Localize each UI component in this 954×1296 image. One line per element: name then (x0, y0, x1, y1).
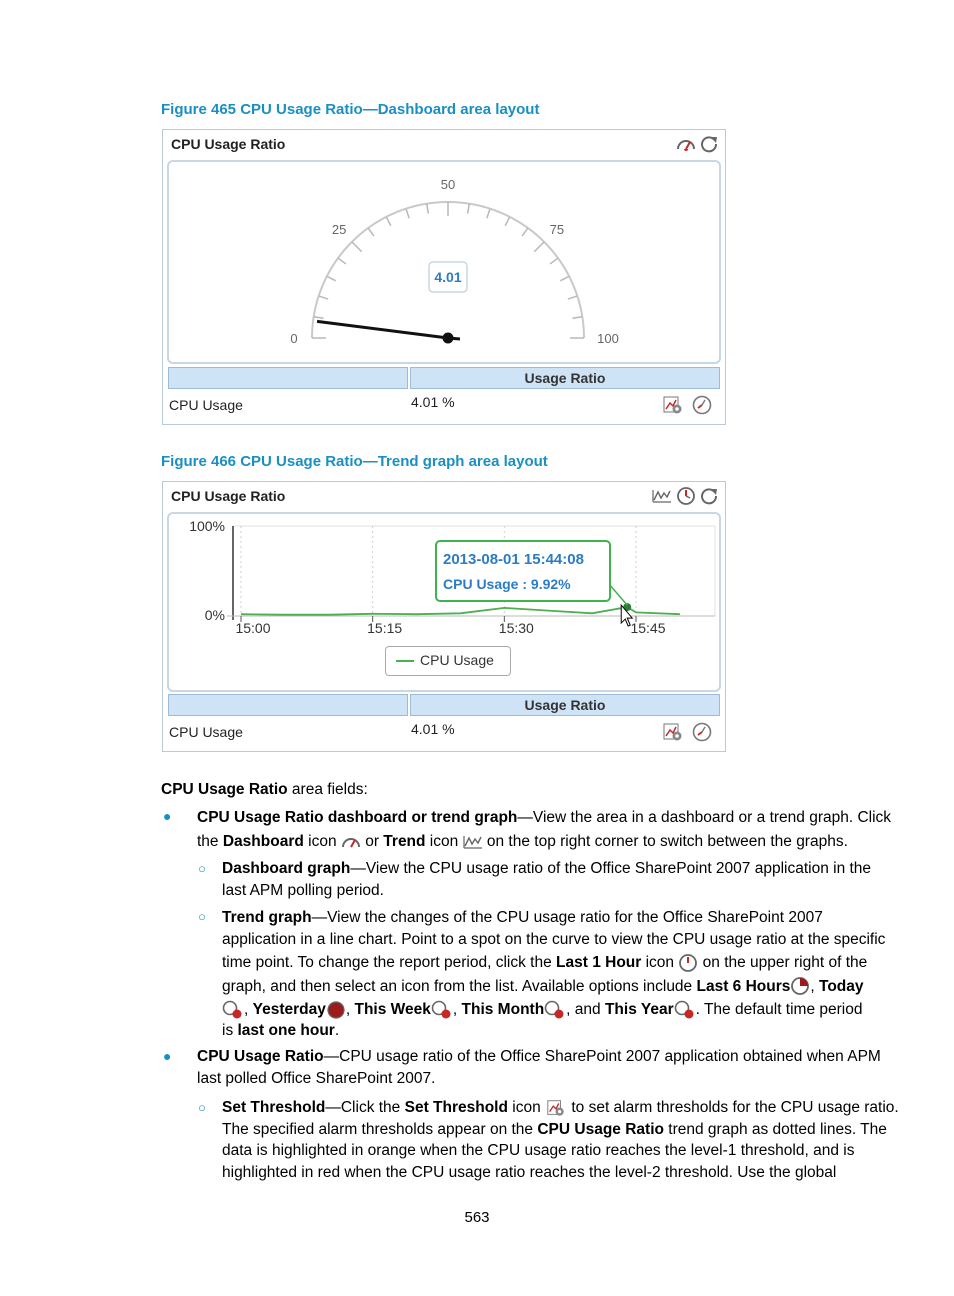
history-icon[interactable] (691, 721, 713, 743)
gauge-tick-label: 25 (331, 222, 347, 238)
gauge-tick-label: 0 (290, 331, 298, 346)
dashboard-panel (162, 129, 726, 425)
bullet-dot: ● (163, 1048, 172, 1064)
sub-bullet: ○ (198, 909, 206, 924)
gauge-tick-label: 50 (440, 177, 456, 192)
gauge-minor-tick (487, 209, 490, 219)
today-icon (222, 1000, 244, 1020)
gauge-needle (317, 321, 448, 338)
bullet-1: CPU Usage Ratio dashboard or trend graph—View the area in a dashboard or a trend graph. Click the Dashboard icon or Trend icon on the top right corner to switch between the graphs. (197, 809, 892, 850)
x-tick-label: 15:15 (367, 620, 403, 636)
gauge-pivot (443, 333, 454, 344)
gauge-minor-tick (560, 276, 569, 281)
series-line-cpu-usage (241, 607, 680, 615)
gauge-minor-tick (314, 317, 324, 319)
gauge-minor-tick (327, 276, 336, 281)
yesterday-icon (326, 1000, 346, 1020)
gauge-value-label: 4.01 (434, 269, 462, 285)
chart-legend[interactable] (385, 646, 511, 676)
y-tick-label: 100% (189, 518, 225, 534)
tooltip-value: CPU Usage : 9.92% (443, 576, 571, 592)
gauge-tick-label: 75 (549, 222, 565, 238)
sub-bullet-dashboard: Dashboard graph—View the CPU usage ratio of the Office SharePoint 2007 application in the last APM polling period. (222, 860, 872, 899)
panel-title: CPU Usage Ratio (171, 136, 286, 152)
bullet-dot: ● (163, 808, 172, 824)
set-threshold-icon (545, 1098, 567, 1118)
this-year-icon (674, 1000, 696, 1020)
sub-bullet: ○ (198, 1100, 206, 1115)
y-tick-label: 0% (204, 607, 225, 623)
table-header-empty (168, 694, 408, 716)
history-icon[interactable] (691, 394, 713, 416)
gauge (169, 162, 719, 362)
sub-bullet-trend: Trend graph—View the changes of the CPU usage ratio for the Office SharePoint 2007 application in a line chart. Point to a spot on the curve to view the CPU usage ratio at the specific time point. To change the report period, click the Last 1 Hour icon on the upper right of the graph, and then select an icon from the list. Available options include Last 6 Hours , Today , Yesterday , This Week , This Month , and This Year . The default time period is last one hour. (222, 909, 886, 1039)
this-month-icon (544, 1000, 566, 1020)
row-value: 4.01 % (411, 721, 455, 737)
gauge-minor-tick (568, 296, 578, 299)
x-tick-label: 15:00 (235, 620, 271, 636)
row-value: 4.01 % (411, 394, 455, 410)
sub-bullet-set-threshold: Set Threshold—Click the Set Threshold icon to set alarm thresholds for the CPU usage ratio. The specified alarm thresholds appear on the CPU Usage Ratio trend graph as dotted lines. The data is highlighted in orange when the CPU usage ratio reaches the level-1 threshold, and is highlighted in red when the CPU usage ratio reaches the level-2 threshold. Use the global (222, 1099, 899, 1181)
bullet-2: CPU Usage Ratio—CPU usage ratio of the Office SharePoint 2007 application obtained when APM last polled Office SharePoint 2007. (197, 1048, 881, 1087)
dashboard-icon (341, 834, 361, 850)
last-6-hours-icon (790, 976, 810, 996)
gauge-minor-tick (505, 217, 510, 226)
sub-bullet: ○ (198, 861, 206, 876)
gauge-major-tick (352, 242, 362, 252)
set-threshold-icon[interactable] (662, 394, 684, 416)
set-threshold-icon[interactable] (662, 721, 684, 743)
row-label: CPU Usage (169, 397, 243, 413)
refresh-icon[interactable] (700, 487, 718, 505)
chart-tooltip (435, 540, 611, 602)
gauge-minor-tick (522, 228, 528, 236)
panel-title: CPU Usage Ratio (171, 488, 286, 504)
gauge-minor-tick (338, 258, 346, 264)
this-week-icon (431, 1000, 453, 1020)
row-label: CPU Usage (169, 724, 243, 740)
tooltip-time: 2013-08-01 15:44:08 (443, 551, 584, 568)
gauge-minor-tick (550, 258, 558, 264)
table-header-usage-ratio: Usage Ratio (410, 694, 720, 716)
legend-label: CPU Usage (420, 652, 494, 668)
trend-icon[interactable] (652, 488, 672, 504)
gauge-minor-tick (572, 317, 582, 319)
page-number: 563 (464, 1209, 490, 1226)
table-header-usage-ratio: Usage Ratio (410, 367, 720, 389)
gauge-minor-tick (427, 204, 429, 214)
gauge-minor-tick (319, 296, 329, 299)
gauge-minor-tick (368, 228, 374, 236)
last-1-hour-icon[interactable] (676, 486, 696, 506)
gauge-area (167, 160, 721, 364)
refresh-icon[interactable] (700, 135, 718, 153)
dashboard-icon[interactable] (676, 136, 696, 152)
gauge-tick-label: 100 (597, 331, 619, 346)
legend-swatch (396, 660, 414, 662)
x-tick-label: 15:45 (630, 620, 666, 636)
gauge-minor-tick (386, 217, 391, 226)
trend-icon (463, 834, 483, 850)
table-header-empty (168, 367, 408, 389)
trend-panel (162, 481, 726, 752)
trend-area (167, 512, 721, 692)
x-tick-label: 15:30 (498, 620, 534, 636)
last-1-hour-icon (678, 953, 698, 973)
gauge-major-tick (534, 242, 544, 252)
gauge-minor-tick (468, 204, 470, 214)
tooltip-connector (609, 584, 627, 605)
figure-466-caption: Figure 466 CPU Usage Ratio—Trend graph area layout (161, 453, 548, 470)
intro-line: CPU Usage Ratio area fields: (161, 781, 368, 798)
gauge-minor-tick (406, 209, 409, 219)
figure-465-caption: Figure 465 CPU Usage Ratio—Dashboard area layout (161, 101, 540, 118)
